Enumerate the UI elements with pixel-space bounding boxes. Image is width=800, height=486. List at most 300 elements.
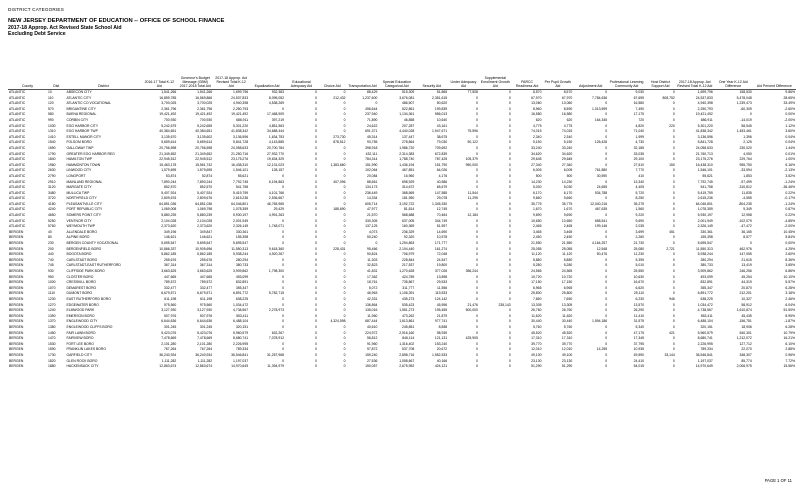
table-cell: 0 [343, 308, 346, 313]
table-cell: 93,755 [366, 140, 378, 145]
table-cell: 17,310 [531, 336, 542, 341]
table-cell: 808,752 [662, 95, 675, 100]
table-cell: 0 [343, 364, 346, 369]
table-cell: 25,110 [633, 291, 645, 296]
table-cell: 1,546,101 [697, 168, 713, 173]
table-cell: 0 [475, 263, 478, 268]
table-cell: 3,663,625 [161, 269, 177, 273]
table-cell: 2,035 [635, 224, 645, 229]
table-cell: 212,201 [739, 291, 752, 296]
table-cell: 535,423 [402, 302, 415, 307]
table-cell: 2,536,667 [268, 196, 284, 201]
table-cell: 10,640 [436, 117, 448, 122]
table-cell: 5,242,655 [197, 123, 213, 128]
table-cell: 2,326,149 [233, 224, 249, 229]
table-cell: 0 [314, 246, 317, 251]
table-cell: 67,970 [531, 95, 542, 100]
table-cell: 580 [47, 112, 54, 117]
table-cell: 36,240,934 [195, 352, 213, 357]
table-cell: 0 [475, 280, 478, 285]
table-cell: 486,507 [402, 101, 415, 106]
table-cell: 46,963 [366, 291, 378, 296]
table-cell: 0 [508, 140, 511, 145]
table-cell: 8,680,741 [697, 336, 713, 341]
table-cell: 1,546,101 [233, 168, 249, 173]
column-header: Security Aid [415, 46, 448, 90]
report-title: NEW JERSEY DEPARTMENT OF EDUCATION -- OFFICE OF SCHOOL FINANCE [8, 18, 225, 24]
table-cell: 2,675,952 [399, 364, 415, 369]
table-cell: 13,060 [561, 101, 573, 106]
table-cell: 1790 [47, 151, 56, 156]
table-cell: 33,240 [561, 145, 573, 150]
table-cell: 49,590 [633, 352, 645, 357]
table-cell: 424,121 [434, 364, 448, 369]
table-cell: ENGLEWOOD CITY [66, 319, 98, 324]
table-cell: 50,824 [366, 252, 378, 257]
table-cell: 0 [475, 112, 478, 117]
table-cell: 4,775 [532, 123, 542, 128]
table-cell: 1,134,361 [399, 112, 415, 117]
table-cell: 0 [343, 347, 346, 352]
table-cell: BERGEN [9, 252, 24, 257]
table-cell: 1,069,798 [197, 207, 213, 212]
table-cell: 407,096 [333, 179, 346, 184]
table-cell: 56,812 [366, 336, 378, 341]
table-cell: 10,866,337 [159, 246, 177, 251]
table-cell: 2,001,949 [233, 218, 249, 223]
table-cell: BERGEN [9, 324, 24, 329]
column-header: Choice Aid [318, 46, 347, 90]
table-cell: 4,940,398 [697, 101, 713, 106]
table-cell: 14,970,649 [231, 364, 249, 369]
table-cell: 2,101,280 [197, 341, 213, 346]
table-cell: 0 [508, 112, 511, 117]
table-cell: 946 [669, 296, 675, 301]
table-cell: 424,789 [402, 274, 415, 279]
table-cell: 2,361,796 [161, 106, 177, 111]
table-cell: 0 [605, 129, 608, 134]
table-cell: 320,151 [700, 324, 713, 329]
table-cell: -4.85% [784, 218, 795, 223]
table-cell: 1,670 [532, 207, 542, 212]
table-cell: 2,373,620 [161, 224, 177, 229]
table-cell: 1,853 [743, 173, 752, 178]
table-cell: 5.84% [785, 235, 795, 240]
table-cell: 0 [475, 291, 478, 296]
table-cell: 24,058,633 [231, 145, 249, 150]
table-cell: 3.65% [785, 263, 795, 268]
table-cell: 852,570 [164, 185, 177, 190]
table-cell: 2,001,949 [697, 218, 713, 223]
table-cell: 2,250,793 [697, 106, 713, 111]
column-header: PARCC Readiness Aid [512, 46, 543, 90]
table-cell: 36,240,934 [159, 352, 177, 357]
table-cell: 1,106,391 [399, 291, 415, 296]
table-cell: 27,340 [561, 162, 573, 167]
table-cell: 1,078,359 [233, 207, 249, 212]
table-cell: 51,290 [531, 364, 542, 369]
table-cell: 507,976 [164, 313, 177, 318]
table-cell: 70,464 [436, 213, 448, 218]
table-cell: 0 [475, 341, 478, 346]
table-cell: 3,135,602 [197, 134, 213, 139]
table-cell: 0 [343, 196, 346, 201]
table-cell: 51.50% [783, 308, 795, 313]
table-cell: 64,851,036 [159, 201, 177, 206]
table-cell: 0 [314, 285, 317, 290]
table-cell: -1.24% [784, 201, 795, 206]
table-cell: 1,699,796 [233, 90, 249, 94]
table-cell: 12,184 [467, 213, 478, 218]
table-cell: 0 [314, 207, 317, 212]
table-cell: 38,675 [436, 134, 448, 139]
table-cell: 0 [314, 185, 317, 190]
table-cell: 4,176 [438, 173, 448, 178]
table-cell: 49,100 [531, 352, 542, 357]
table-cell: 2,278,973 [268, 308, 284, 313]
table-cell: 8,588 [438, 324, 448, 329]
table-cell: 0 [605, 101, 608, 106]
table-cell: 164,345 [594, 117, 608, 122]
table-cell: 0 [314, 352, 317, 357]
table-cell: 12,958 [741, 213, 752, 218]
table-cell: 6,965 [532, 285, 542, 290]
table-cell: 977,741 [434, 319, 448, 324]
table-cell: 29,078 [436, 196, 448, 201]
table-cell: 0.00% [785, 241, 795, 246]
table-cell: 33,144 [664, 352, 675, 357]
table-cell: 0 [672, 207, 675, 212]
table-cell: 14,230 [531, 179, 542, 184]
table-cell: 0 [475, 352, 478, 357]
table-cell: 3.52% [785, 173, 795, 178]
table-cell: 3,465 [532, 229, 542, 234]
table-cell: 230,020 [739, 145, 752, 150]
table-cell: 15,463,178 [159, 162, 177, 167]
table-cell: 21,615 [741, 257, 752, 262]
table-cell: PLEASANTVILLE CITY [66, 201, 103, 206]
table-cell: 41,838,342 [231, 129, 249, 134]
table-cell: 0 [475, 319, 478, 324]
table-cell: 71,040 [633, 129, 645, 134]
table-cell: BERGEN [9, 235, 24, 240]
table-cell: BERGEN [9, 308, 24, 313]
table-cell: 467,851 [402, 168, 415, 173]
table-cell: 0 [508, 173, 511, 178]
column-header: 2017-18 Approp. Act Revised Total K-12 Aid [213, 46, 249, 90]
table-cell: GLEN ROCK BORO [66, 358, 98, 363]
column-header: Governor's Budget Message (GBM) 2017-2018 Total Aid [177, 46, 213, 90]
table-cell: 367,314 [199, 263, 213, 268]
table-cell: 17,310 [561, 336, 573, 341]
table-cell: 0 [605, 330, 608, 335]
table-cell: 0 [672, 173, 675, 178]
table-cell: 16,438,310 [231, 162, 249, 167]
table-cell: 0.04% [785, 140, 795, 145]
table-cell: 16,580 [633, 101, 645, 106]
table-cell: ATLANTIC [9, 201, 26, 206]
report-subtitle: 2017-18 Approp. Act Revised State School Aid [8, 25, 122, 31]
table-cell: 0 [314, 291, 317, 296]
table-cell: 16,569,866 [195, 95, 213, 100]
table-cell: 2,326,149 [697, 224, 713, 229]
table-cell: 0 [314, 134, 317, 139]
table-cell: ATLANTIC [9, 168, 26, 173]
table-cell: 11,120 [531, 252, 542, 257]
table-cell: 0 [314, 95, 317, 100]
table-cell: 832,891 [235, 280, 249, 285]
table-cell: 0 [282, 296, 284, 301]
table-cell: 3720 [47, 196, 56, 201]
table-cell: 47,977 [366, 207, 378, 212]
table-cell: 1,212,072 [736, 336, 752, 341]
table-cell: 2,465 [563, 224, 573, 229]
table-cell: 5,930,197 [233, 213, 249, 218]
table-cell: 0 [314, 196, 317, 201]
table-cell: 0 [508, 157, 511, 162]
table-cell: 0 [475, 117, 478, 122]
table-cell: 0 [343, 190, 346, 195]
table-cell: 2,373,620 [197, 224, 213, 229]
table-cell: 367,314 [164, 263, 177, 268]
table-cell: 0 [672, 145, 675, 150]
table-cell: 1840 [47, 157, 56, 162]
column-header: County [8, 46, 47, 90]
table-cell: 0 [475, 347, 478, 352]
table-cell: 67,970 [561, 95, 573, 100]
table-cell: 4,538,269 [268, 101, 284, 106]
table-cell: 7,490 [635, 106, 645, 111]
table-cell: 1,383,660 [330, 162, 346, 167]
table-cell: 24,622 [366, 123, 378, 128]
table-cell: 10.45% [783, 229, 795, 234]
table-cell: 0 [672, 218, 675, 223]
column-header: Host District Support Aid [645, 46, 676, 90]
table-cell: 9,618,360 [268, 246, 284, 251]
table-cell: 64,046,801 [231, 201, 249, 206]
table-cell: 1,069,008 [161, 207, 177, 212]
table-cell: ALPINE BORO [66, 235, 90, 240]
table-cell: 4,730 [635, 140, 645, 145]
table-cell: 1,748,071 [268, 224, 284, 229]
table-cell: 229,764 [739, 157, 752, 162]
table-cell: 11,394,979 [267, 364, 284, 369]
table-cell: 19,634,329 [267, 157, 284, 162]
table-cell: 0 [508, 241, 511, 246]
table-cell: 1,798,300 [268, 269, 284, 273]
table-cell: 3,700,025 [197, 101, 213, 106]
table-cell: 13,305 [561, 302, 573, 307]
table-cell: 13,305 [531, 302, 542, 307]
table-cell: 975,560 [164, 302, 177, 307]
table-cell: 4,073 [368, 229, 378, 234]
table-cell: 7,650 [563, 296, 573, 301]
table-cell: 3480 [47, 190, 56, 195]
table-cell: 0 [475, 173, 478, 178]
table-cell: 1,541,266 [161, 90, 177, 94]
table-cell: 51,597 [436, 224, 448, 229]
table-cell: 0 [508, 252, 511, 257]
table-cell: 8,577 [743, 235, 752, 240]
table-cell: 672,839 [434, 151, 448, 156]
table-cell: 0 [605, 352, 608, 357]
table-cell: 5,695,547 [161, 241, 177, 246]
table-cell: -0.17% [784, 196, 795, 201]
table-cell: 2,898,716 [399, 352, 415, 357]
table-cell: 6,644,636 [197, 319, 213, 324]
table-cell: 1,699,796 [697, 90, 713, 94]
table-cell: 0 [605, 336, 608, 341]
table-cell: 1,579,695 [161, 168, 177, 173]
table-cell: 398,918 [365, 145, 378, 150]
table-cell: 1,594,186 [592, 319, 608, 324]
table-cell: 930 [47, 269, 54, 273]
table-cell: 451 [669, 229, 675, 234]
table-cell: 0 [314, 112, 317, 117]
table-cell: 2630 [47, 168, 56, 173]
table-cell: 12,010 [561, 347, 573, 352]
table-cell: BERGEN [9, 280, 24, 285]
table-cell: ATLANTIC [9, 101, 26, 106]
table-cell: -2.00% [784, 224, 795, 229]
table-cell: 0 [672, 241, 675, 246]
table-cell: 0 [343, 123, 346, 128]
table-cell: 534,788 [594, 190, 608, 195]
table-cell: 0 [475, 324, 478, 329]
table-cell: ENGLEWOOD CLIFFS BORO [66, 324, 113, 329]
table-cell: 2,104,028 [197, 218, 213, 223]
table-cell: 124,142 [434, 296, 448, 301]
table-cell: BERGEN [9, 263, 24, 268]
table-cell: 0 [343, 168, 346, 173]
table-cell: -2.60% [784, 106, 795, 111]
page-number: PAGE 1 OF 11 [764, 478, 792, 483]
table-cell: 1,034,472 [697, 302, 713, 307]
table-cell: 21,550 [531, 241, 542, 246]
table-cell: 0 [605, 213, 608, 218]
table-cell: 0 [282, 257, 284, 262]
table-cell: -310,812 [738, 185, 752, 190]
table-cell: 45,520 [531, 330, 542, 335]
table-cell: 0 [672, 252, 675, 257]
table-cell: 500,000 [465, 308, 478, 313]
table-cell: 2,340 [563, 134, 573, 139]
table-cell: 10,630 [633, 274, 645, 279]
table-cell: 147,585 [434, 190, 448, 195]
table-cell: 255,676 [199, 257, 213, 262]
table-cell: -4,555 [742, 196, 752, 201]
table-cell: 0 [282, 324, 284, 329]
table-cell: 17,150 [531, 280, 542, 285]
table-cell: 5,340 [635, 324, 645, 329]
table-cell: 2,226,995 [697, 341, 713, 346]
table-cell: ATLANTIC [9, 140, 26, 145]
table-cell: 44,319 [741, 280, 752, 285]
table-cell: 6,679,571 [161, 291, 177, 296]
column-header: District [65, 46, 141, 90]
table-cell: 0 [314, 213, 317, 218]
table-cell: 0 [343, 173, 346, 178]
table-cell: 950 [47, 274, 54, 279]
table-cell: 0 [314, 263, 317, 268]
table-cell: 1000 [47, 280, 56, 285]
table-cell: 1,552,533 [432, 352, 448, 357]
table-cell: 332,477 [199, 285, 213, 290]
table-cell: 568,688 [402, 213, 415, 218]
table-cell: SOMERS POINT CITY [66, 213, 102, 218]
table-cell: 0 [314, 347, 317, 352]
table-cell: 21,879 [436, 313, 448, 318]
table-cell: 17,175 [633, 112, 645, 117]
table-cell: 2,721 [666, 246, 675, 251]
table-cell: 155,398 [235, 235, 249, 240]
table-cell: 3,465 [563, 229, 573, 234]
table-cell: 1590 [47, 347, 56, 352]
table-cell: 0 [672, 151, 675, 156]
table-cell: 686,911 [236, 117, 249, 122]
table-cell: 20,700,784 [267, 145, 284, 150]
table-cell: 230 [47, 241, 54, 246]
table-cell: NORTHFIELD CITY [66, 196, 97, 201]
table-cell: 975,560 [199, 302, 213, 307]
table-cell: 21,250,716 [231, 151, 249, 156]
table-cell: 27,340 [531, 162, 542, 167]
table-cell: 0 [605, 112, 608, 117]
table-cell: 0 [282, 341, 284, 346]
table-cell: 0 [508, 336, 511, 341]
table-cell: 29,645 [531, 157, 542, 162]
table-cell: 1,396 [743, 134, 752, 139]
table-cell: 0 [605, 179, 608, 184]
table-cell: 24,565 [531, 269, 542, 273]
table-cell: 6,644,636 [161, 319, 177, 324]
table-cell: 4,851,563 [268, 123, 284, 128]
table-cell: 0 [672, 235, 675, 240]
table-cell: ATLANTIC [9, 207, 26, 212]
table-cell: 0 [605, 280, 608, 285]
table-cell: DUMONT BORO [66, 291, 93, 296]
table-cell: 128,157 [271, 168, 284, 173]
table-cell: 740 [47, 257, 54, 262]
table-cell: 2,006,975 [736, 364, 752, 369]
table-cell: 2,465 [532, 224, 542, 229]
table-cell: BERGEN [9, 269, 24, 273]
table-cell: 32,185 [633, 145, 645, 150]
table-cell: ATLANTIC [9, 185, 26, 190]
table-cell: 0 [508, 95, 511, 100]
table-cell: 440 [47, 252, 54, 257]
table-cell: 79,030 [436, 140, 448, 145]
table-cell: 5,930,197 [697, 213, 713, 218]
table-cell: 955,750 [739, 162, 752, 167]
table-cell: 1,560 [635, 207, 645, 212]
table-cell: 25,800 [561, 291, 573, 296]
table-cell: 212,432 [333, 95, 346, 100]
table-cell: 245,851 [402, 324, 415, 329]
table-cell: 24,537,833 [231, 95, 249, 100]
table-cell: 0 [672, 313, 675, 318]
table-cell: 0 [508, 229, 511, 234]
table-cell: 0 [314, 201, 317, 206]
table-cell: 9,660 [563, 196, 573, 201]
table-cell: 570 [47, 106, 54, 111]
table-cell: 45,435 [741, 313, 752, 318]
table-cell: 14,255 [596, 347, 608, 352]
table-cell: 33,035 [633, 151, 645, 156]
table-cell: 5,782,715 [268, 291, 284, 296]
column-header: Transportation Aid [347, 46, 379, 90]
table-cell: HAMMONTON TOWN [66, 162, 101, 167]
